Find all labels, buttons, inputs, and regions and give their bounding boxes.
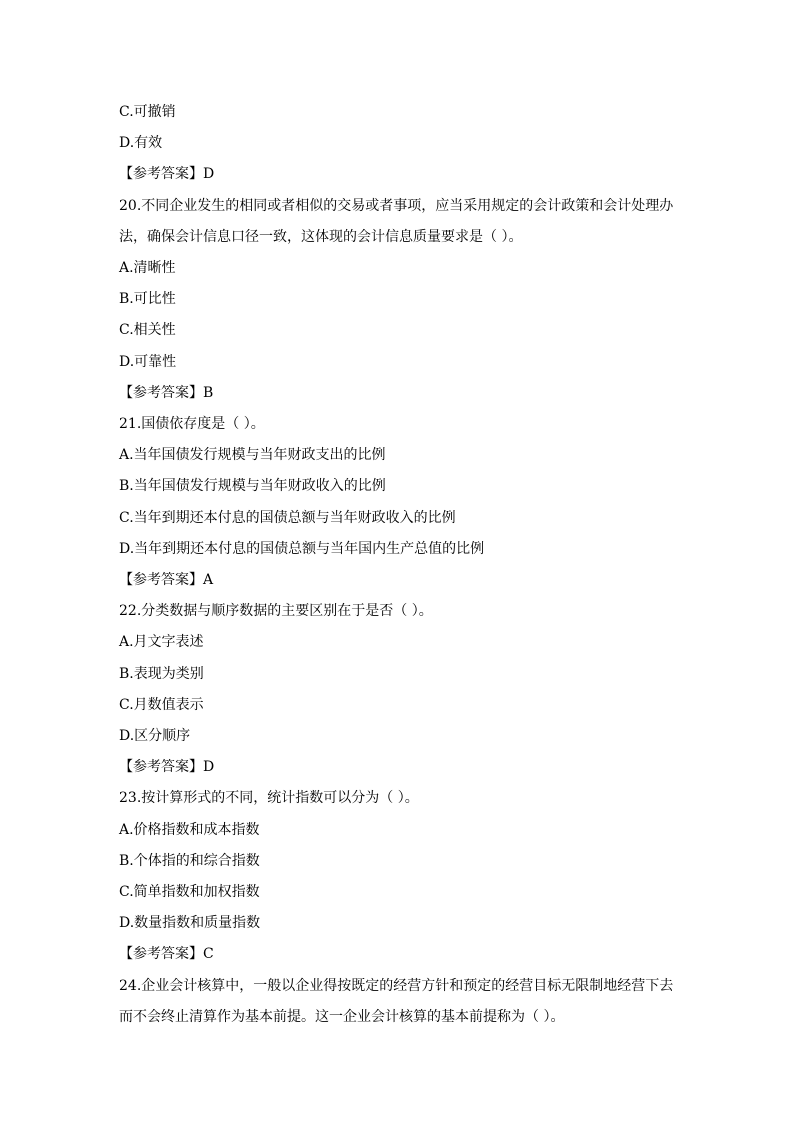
option-line: C.相关性 [119,322,176,338]
option-line: B.个体指的和综合指数 [119,853,260,869]
question-line: 22.分类数据与顺序数据的主要区别在于是否（ ）。 [119,603,433,619]
option-line: C.可撤销 [119,104,176,120]
question-line: 20.不同企业发生的相同或者相似的交易或者事项，应当采用规定的会计政策和会计处理办 [119,198,674,214]
answer-line: 【参考答案】A [119,572,214,588]
option-line: A.价格指数和成本指数 [119,822,260,838]
option-line: D.可靠性 [119,354,177,370]
question-line: 法，确保会计信息口径一致，这体现的会计信息质量要求是（ ）。 [119,229,523,245]
option-line: B.当年国债发行规模与当年财政收入的比例 [119,478,386,494]
answer-line: 【参考答案】C [119,946,214,962]
question-line: 而不会终止清算作为基本前提。这一企业会计核算的基本前提称为（ ）。 [119,1009,565,1025]
answer-line: 【参考答案】D [119,759,215,775]
option-line: C.月数值表示 [119,697,204,713]
question-line: 21.国债依存度是（ ）。 [119,416,265,432]
option-line: A.月文字表述 [119,634,204,650]
option-line: D.当年到期还本付息的国债总额与当年国内生产总值的比例 [119,541,485,557]
question-line: 23.按计算形式的不同，统计指数可以分为（ ）。 [119,790,419,806]
option-line: A.清晰性 [119,260,176,276]
answer-line: 【参考答案】D [119,166,215,182]
option-line: D.有效 [119,135,163,151]
answer-line: 【参考答案】B [119,385,214,401]
option-line: C.简单指数和加权指数 [119,884,260,900]
option-line: B.表现为类别 [119,666,204,682]
option-line: A.当年国债发行规模与当年财政支出的比例 [119,447,386,463]
option-line: C.当年到期还本付息的国债总额与当年财政收入的比例 [119,510,456,526]
option-line: D.区分顺序 [119,728,191,744]
option-line: B.可比性 [119,291,176,307]
question-line: 24.企业会计核算中，一般以企业得按既定的经营方针和预定的经营目标无限制地经营下去 [119,978,674,994]
option-line: D.数量指数和质量指数 [119,915,261,931]
